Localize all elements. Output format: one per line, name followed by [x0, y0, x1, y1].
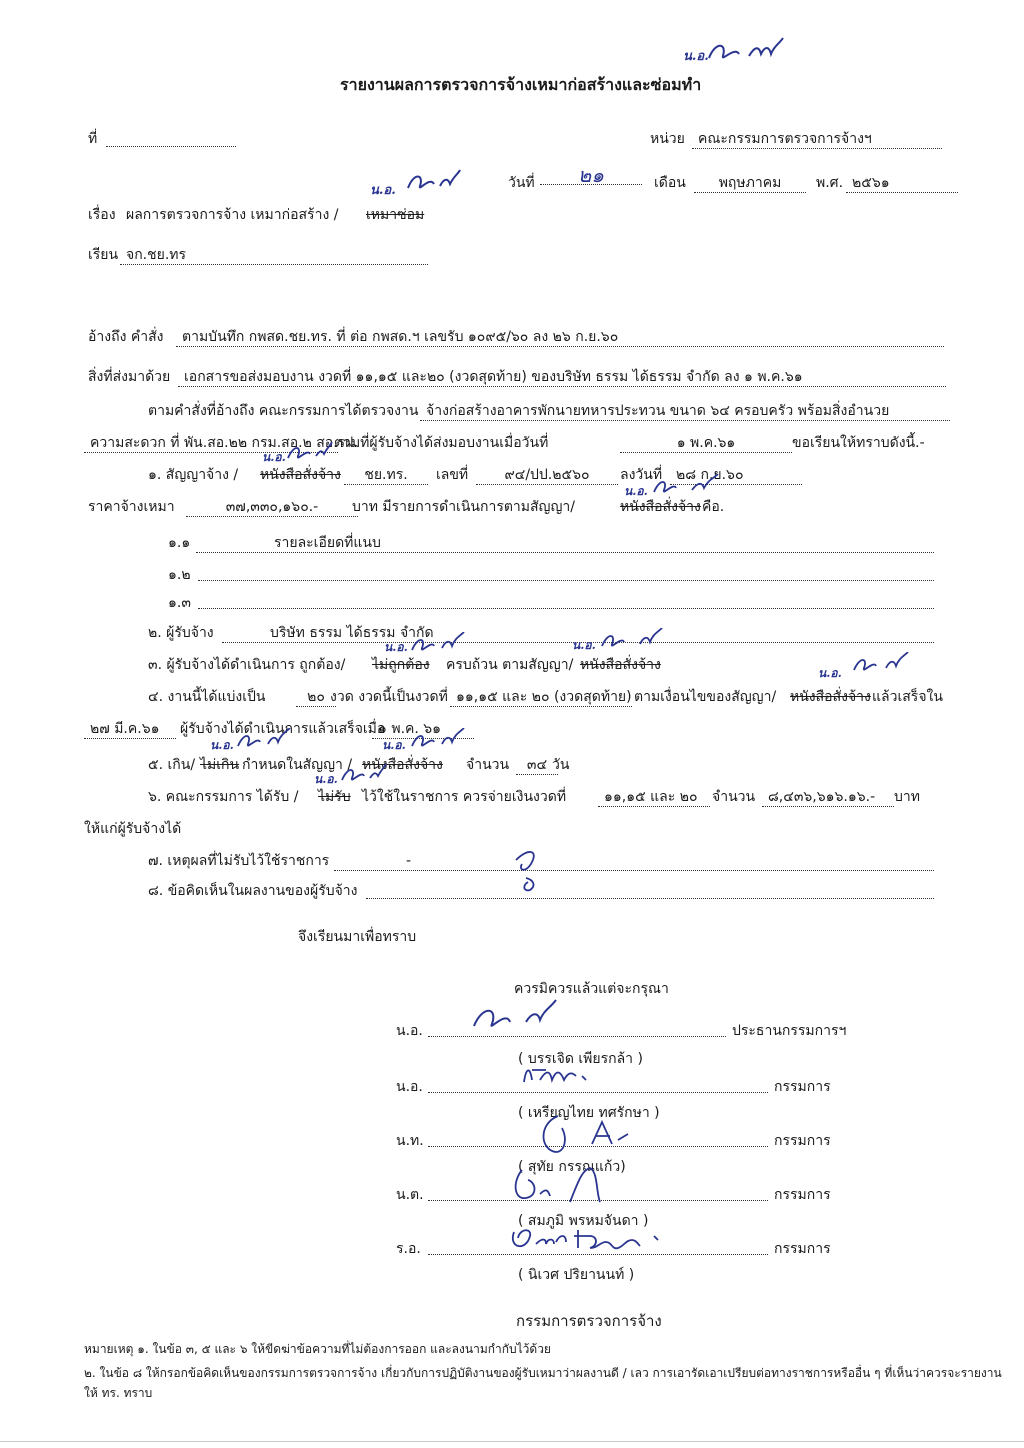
item3-text: ๓. ผู้รับจ้างได้ดำเนินการ ถูกต้อง/ [148, 657, 346, 673]
corner-initial: น.อ. [683, 49, 709, 64]
initial-signature-3 [652, 474, 742, 496]
year-value: ๒๕๖๑ [846, 174, 958, 193]
sig1-rank: น.อ. [396, 1023, 423, 1039]
ref-value: ตามบันทึก กพสด.ชย.ทร. ที่ ต่อ กพสด.ฯ เลขรับ ๑๐๙๕/๖๐ ลง ๒๖ ก.ย.๖๐ [176, 328, 944, 347]
sig1-line [428, 1036, 726, 1037]
price-strike: หนังสือสั่งจ้าง [620, 499, 701, 515]
item6-tail: ให้แก่ผู้รับจ้างได้ [84, 821, 182, 837]
item8-text: ๘. ข้อคิดเห็นในผลงานของผู้รับจ้าง [148, 883, 358, 899]
initial-item3a: น.อ. [384, 640, 408, 654]
sig2-rank: น.อ. [396, 1079, 423, 1095]
closing-text: จึงเรียนมาเพื่อทราบ [298, 929, 417, 945]
item4-text5: ผู้รับจ้างได้ดำเนินการแล้วเสร็จเมื่อ [180, 721, 386, 737]
price-unit: บาท มีรายการดำเนินการตามสัญญา/ [352, 499, 575, 515]
sig4-name: ( สมภูมิ พรหมจันดา ) [518, 1213, 649, 1229]
attach-value: เอกสารขอส่งมอบงาน งวดที่ ๑๑,๑๕ และ๒๐ (งวดสุดท้าย) ของบริษัท ธรรม ได้ธรรม จำกัด ลง ๑ พ.ค.๖๑ [178, 368, 946, 387]
item1-date: ๒๘ ก.ย.๖๐ [670, 466, 802, 485]
item4-count: ๒๐ [296, 688, 336, 707]
item6-amount: ๘,๔๓๖,๖๑๖.๑๖.- [762, 788, 894, 807]
item7-value: - [334, 852, 934, 871]
initial-signature-5 [600, 628, 680, 650]
sub3-blank [198, 608, 934, 609]
sig2-name: ( เหรียญไทย ทศรักษา ) [518, 1105, 660, 1121]
item4-text3: ตามเงื่อนไขของสัญญา/ [634, 689, 777, 705]
sub2-label: ๑.๒ [168, 567, 191, 583]
sig4-signature [508, 1162, 618, 1212]
sig1-role: ประธานกรรมการฯ [732, 1023, 847, 1039]
sig3-signature [534, 1110, 634, 1160]
ref-label: อ้างถึง คำสั่ง [88, 329, 164, 345]
committee-label: กรรมการตรวจการจ้าง [516, 1312, 662, 1330]
sig2-line [428, 1092, 768, 1093]
note-2: ๒. ในข้อ ๘ ให้กรอกข้อคิดเห็นของกรรมการตรวจการจ้าง เกี่ยวกับการปฏิบัติงานของผู้รับเหมาว่าผลงานดี / เลว การเอารัดเอาเปรียบต่อทางราชการหรืออื่น ๆ ที่เห็นว่าควรจะรายงาน [84, 1366, 1002, 1380]
month-label: เดือน [654, 175, 686, 191]
scribble-mark [508, 840, 548, 896]
initial-item4: น.อ. [818, 666, 842, 680]
sig4-role: กรรมการ [774, 1187, 831, 1203]
item6-period: ๑๑,๑๕ และ ๒๐ [598, 788, 710, 807]
attach-label: สิ่งที่ส่งมาด้วย [88, 369, 171, 385]
note-1: หมายเหตุ ๑. ในข้อ ๓, ๕ และ ๖ ให้ขีดฆ่าข้อความที่ไม่ต้องการออก และลงนามกำกับไว้ด้วย [84, 1342, 551, 1356]
scan-edge [0, 1441, 1024, 1442]
initial-item1: น.อ. [262, 450, 286, 464]
initial-signature-4 [410, 632, 470, 654]
sig5-signature [508, 1222, 668, 1256]
sig3-rank: น.ท. [396, 1133, 424, 1149]
para-delivered: ตามที่ผู้รับจ้างได้ส่งมอบงานเมื่อวันที่ [334, 435, 549, 451]
corner-initial-signature [705, 36, 785, 66]
item4-period: ๑๑,๑๕ และ ๒๐ (งวดสุดท้าย) [450, 688, 632, 707]
para-report: ขอเรียนให้ทราบดังนี้.- [792, 435, 925, 451]
item1-strike: หนังสือสั่งจ้าง [260, 467, 341, 483]
subject-text: ผลการตรวจการจ้าง เหมาก่อสร้าง / [126, 207, 339, 223]
document-title: รายงานผลการตรวจการจ้างเหมาก่อสร้างและซ่อมทำ [340, 75, 702, 94]
sig2-role: กรรมการ [774, 1079, 831, 1095]
item5-text3: จำนวน [466, 757, 510, 773]
para-delivered-date: ๑ พ.ค.๖๑ [620, 434, 792, 453]
date-label: วันที่ [508, 175, 535, 191]
sig2-signature [520, 1058, 600, 1092]
item4-text4: แล้วเสร็จใน [872, 689, 943, 705]
item2-label: ๒. ผู้รับจ้าง [148, 625, 214, 641]
year-label: พ.ศ. [816, 175, 844, 191]
initial-signature-2 [286, 442, 336, 462]
sig3-name: ( สุทัย กรรณแก้ว) [518, 1159, 626, 1175]
no-blank [106, 146, 236, 147]
sig4-rank: น.ต. [396, 1187, 424, 1203]
sub1-value: รายละเอียดที่แนบ [196, 534, 934, 553]
para-work: จ้างก่อสร้างอาคารพักนายทหารประทวน ขนาด ๖๔ ครอบครัว พร้อมสิ่งอำนวย [420, 402, 950, 421]
para-intro: ตามคำสั่งที่อ้างถึง คณะกรรมการได้ตรวจงาน [148, 403, 419, 419]
item1-label: ๑. สัญญาจ้าง / [148, 467, 239, 483]
sub2-blank [198, 580, 934, 581]
date-day: ๒๑ [540, 166, 642, 185]
sig5-name: ( นิเวศ ปริยานนท์ ) [518, 1267, 635, 1283]
sig5-role: กรรมการ [774, 1241, 831, 1257]
initial-item5b: น.อ. [382, 738, 406, 752]
sig3-role: กรรมการ [774, 1133, 831, 1149]
note-3: ให้ ทร. ทราบ [84, 1386, 153, 1400]
item4-text2: งวด งวดนี้เป็นงวดที่ [330, 689, 448, 705]
item1-party: ชย.ทร. [344, 466, 428, 485]
initial-signature-8 [410, 728, 470, 750]
initial-subject: น.อ. [370, 183, 396, 198]
month-value: พฤษภาคม [694, 174, 806, 193]
sub3-label: ๑.๓ [168, 595, 191, 611]
sig5-rank: ร.อ. [396, 1241, 421, 1257]
item2-value: บริษัท ธรรม ได้ธรรม จำกัด [222, 624, 934, 643]
initial-price: น.อ. [624, 484, 648, 498]
subject-strike: เหมาซ่อม [366, 207, 425, 223]
item6-amount-label: จำนวน [712, 789, 756, 805]
item5-strike2: หนังสือสั่งจ้าง [362, 757, 443, 773]
price-label: ราคาจ้างเหมา [88, 499, 175, 515]
unit-value: คณะกรรมการตรวจการจ้างฯ [692, 130, 942, 149]
sig1-signature [470, 998, 580, 1034]
item1-no-label: เลขที่ [436, 467, 469, 483]
item6-text: ๖. คณะกรรมการ ได้รับ / [148, 789, 299, 805]
item6-strike: ไม่รับ [318, 789, 351, 805]
item8-blank [366, 898, 934, 899]
initial-signature-7 [236, 728, 296, 750]
item7-text: ๗. เหตุผลที่ไม่รับไว้ใช้ราชการ [148, 853, 330, 869]
initial-item5a: น.อ. [210, 738, 234, 752]
item6-text2: ไว้ใช้ในราชการ ควรจ่ายเงินงวดที่ [362, 789, 567, 805]
para-work-2: ความสะดวก ที่ พัน.สอ.๒๒ กรม.สอ.๒ สอ.รฝ. [84, 434, 338, 453]
item3-strike2: หนังสือสั่งจ้าง [580, 657, 661, 673]
to-label: เรียน [88, 247, 119, 263]
sig1-name: ( บรรเจิด เพียรกล้า ) [518, 1051, 643, 1067]
item4-done: ๑ พ.ค. ๖๑ [372, 720, 474, 739]
signature-lead: ควรมิควรแล้วแต่จะกรุณา [514, 981, 669, 997]
initial-item3b: น.อ. [572, 638, 596, 652]
item4-due: ๒๗ มี.ค.๖๑ [84, 720, 176, 739]
item4-strike: หนังสือสั่งจ้าง [790, 689, 871, 705]
initial-signature-1 [404, 168, 464, 194]
item1-no: ๙๔/ปป.๒๕๖๐ [476, 466, 618, 485]
item1-date-label: ลงวันที่ [620, 467, 663, 483]
initial-item6: น.อ. [314, 772, 338, 786]
item5-days: ๓๔ [516, 756, 558, 775]
price-value: ๓๗,๓๓๐,๑๖๐.- [186, 498, 358, 517]
sub1-label: ๑.๑ [168, 535, 191, 551]
item5-unit: วัน [552, 757, 570, 773]
item6-unit: บาท [894, 789, 920, 805]
initial-signature-9 [340, 764, 390, 784]
item4-text: ๔. งานนี้ได้แบ่งเป็น [148, 689, 266, 705]
item5-text: ๕. เกิน/ [148, 757, 196, 773]
price-end: คือ. [702, 499, 725, 515]
item5-strike: ไม่เกิน [200, 757, 240, 773]
item3-strike: ไม่ถูกต้อง [372, 657, 430, 673]
subject-label: เรื่อง [88, 207, 116, 223]
item5-text2: กำหนดในสัญญา / [242, 757, 353, 773]
item3-text2: ครบถ้วน ตามสัญญา/ [446, 657, 574, 673]
no-label: ที่ [88, 131, 98, 147]
initial-signature-6 [852, 652, 922, 674]
to-value: จก.ชย.ทร [120, 246, 428, 265]
unit-label: หน่วย [650, 131, 685, 147]
